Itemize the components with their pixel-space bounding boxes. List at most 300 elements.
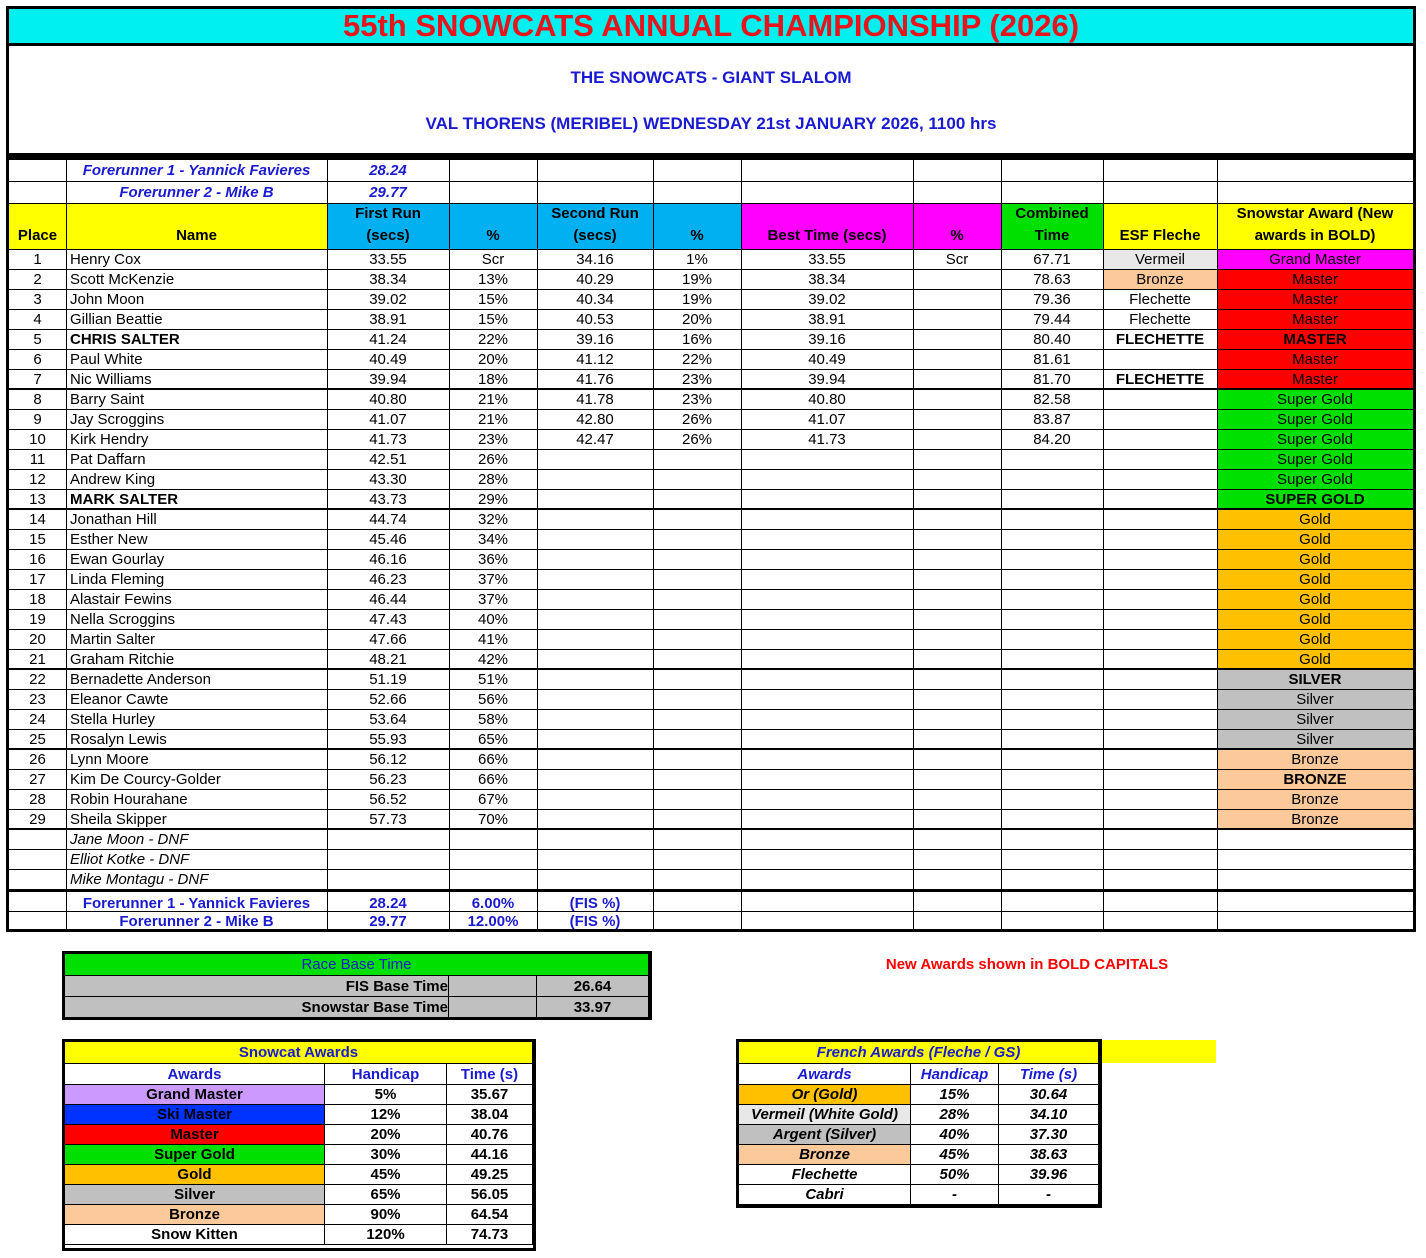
place-cell: 8: [33, 390, 42, 408]
award-cell: Super Gold: [1217, 450, 1413, 469]
best-time-cell: [741, 809, 913, 829]
row-divider: [9, 769, 1413, 770]
combined-time-cell: 84.20: [1033, 430, 1071, 448]
first-pct-cell: 20%: [477, 350, 509, 368]
header-combined-time-text: Combined: [1015, 205, 1089, 222]
base-time-title: Race Base Time: [65, 954, 649, 976]
award-cell: Super Gold: [1217, 410, 1413, 429]
place-cell: 1: [33, 250, 42, 268]
group-divider: [9, 508, 1413, 510]
second-pct-cell: [653, 669, 741, 689]
first-pct-cell: 13%: [477, 270, 509, 288]
combined-time-cell: [1001, 809, 1103, 829]
dnf-name: Elliot Kotke - DNF: [70, 850, 190, 868]
best-pct-cell: [913, 329, 1001, 349]
second-run-cell: [537, 789, 653, 809]
row-divider: [9, 159, 1413, 160]
snowcat-handicap: 65%: [325, 1185, 447, 1205]
first-run-cell: 48.21: [369, 650, 407, 668]
second-run-cell: 40.34: [576, 290, 614, 308]
best-time-cell: [741, 709, 913, 729]
esf-fleche-cell: [1103, 389, 1217, 409]
row-divider: [9, 849, 1413, 850]
first-pct-cell: 70%: [477, 810, 509, 828]
header-best-pct: [913, 203, 1001, 249]
header-combined-time: [1001, 203, 1103, 249]
first-run-cell: 44.74: [369, 510, 407, 528]
column-divider: [653, 159, 654, 929]
first-pct-cell: 23%: [477, 430, 509, 448]
place-cell: 4: [33, 310, 42, 328]
second-run-cell: 41.76: [576, 370, 614, 388]
base-time-value: 33.97: [537, 997, 649, 1018]
esf-fleche-cell: [1103, 729, 1217, 749]
row-divider: [9, 569, 1413, 570]
esf-fleche-cell: Flechette: [1129, 310, 1191, 328]
snowcat-time: 38.04: [447, 1105, 533, 1125]
best-time-cell: [741, 589, 913, 609]
row-divider: [9, 629, 1413, 630]
second-run-cell: [537, 589, 653, 609]
first-run-cell: 45.46: [369, 530, 407, 548]
first-pct-cell: 42%: [477, 650, 509, 668]
first-pct-cell: 67%: [477, 790, 509, 808]
place-cell: 14: [29, 510, 46, 528]
esf-fleche-cell: [1103, 489, 1217, 509]
snowcat-handicap: 120%: [325, 1225, 447, 1245]
snowcat-awards-title: Snowcat Awards: [65, 1042, 533, 1064]
place-cell: 25: [29, 730, 46, 748]
place-cell: 15: [29, 530, 46, 548]
row-divider: [9, 369, 1413, 370]
best-pct-cell: Scr: [945, 250, 969, 268]
row-divider: [9, 269, 1413, 270]
name-cell: Henry Cox: [70, 250, 141, 268]
snowcat-award-name: Bronze: [65, 1205, 325, 1225]
combined-time-cell: 81.70: [1033, 370, 1071, 388]
column-divider: [537, 159, 538, 929]
row-divider: [9, 729, 1413, 730]
award-cell: Master: [1217, 350, 1413, 369]
award-cell: Gold: [1217, 510, 1413, 529]
combined-time-cell: 79.36: [1033, 290, 1071, 308]
french-handicap: 40%: [911, 1125, 999, 1145]
second-run-cell: [537, 609, 653, 629]
name-cell: Scott McKenzie: [70, 270, 175, 288]
first-pct-cell: 15%: [477, 310, 509, 328]
group-divider: [9, 748, 1413, 750]
second-pct-cell: 23%: [681, 390, 713, 408]
award-cell: Master: [1217, 370, 1413, 389]
esf-fleche-cell: [1103, 709, 1217, 729]
award-cell: Master: [1217, 310, 1413, 329]
first-run-cell: 43.30: [369, 470, 407, 488]
header-best-time-text: Best Time (secs): [767, 227, 887, 244]
name-cell: Nella Scroggins: [70, 610, 176, 628]
place-cell: 17: [29, 570, 46, 588]
esf-fleche-cell: FLECHETTE: [1115, 330, 1205, 348]
best-time-cell: 38.91: [808, 310, 846, 328]
forerunner-name: Forerunner 1 - Yannick Favieres: [82, 161, 311, 179]
place-cell: 19: [29, 610, 46, 628]
award-cell: Silver: [1217, 690, 1413, 709]
race-base-time-table: [62, 951, 652, 1020]
first-run-cell: 42.51: [369, 450, 407, 468]
snowcat-award-name: Snow Kitten: [65, 1225, 325, 1245]
second-pct-cell: [653, 449, 741, 469]
snowcat-header: Awards: [65, 1064, 325, 1085]
first-run-cell: 56.12: [369, 750, 407, 768]
best-time-cell: 40.80: [808, 390, 846, 408]
second-run-cell: 41.12: [576, 350, 614, 368]
combined-time-cell: [1001, 789, 1103, 809]
forerunner-time: 28.24: [369, 894, 407, 912]
second-pct-cell: 26%: [681, 430, 713, 448]
second-run-cell: [537, 749, 653, 769]
second-run-cell: [537, 709, 653, 729]
first-run-cell: 57.73: [369, 810, 407, 828]
award-cell: Master: [1217, 290, 1413, 309]
second-run-cell: [537, 469, 653, 489]
combined-time-cell: 79.44: [1033, 310, 1071, 328]
row-divider: [9, 249, 1413, 250]
second-run-cell: [537, 669, 653, 689]
best-pct-cell: [913, 589, 1001, 609]
second-pct-cell: 19%: [681, 270, 713, 288]
esf-fleche-cell: [1103, 589, 1217, 609]
second-pct-cell: [653, 529, 741, 549]
forerunner-name: Forerunner 1 - Yannick Favieres: [82, 894, 311, 912]
esf-fleche-cell: Vermeil: [1103, 249, 1217, 269]
french-award-name: Cabri: [739, 1185, 911, 1205]
french-handicap: 15%: [911, 1085, 999, 1105]
combined-time-cell: [1001, 689, 1103, 709]
french-award-name: Or (Gold): [739, 1085, 911, 1105]
row-divider: [9, 649, 1413, 650]
row-divider: [9, 689, 1413, 690]
first-pct-cell: 32%: [477, 510, 509, 528]
row-divider: [9, 549, 1413, 550]
best-time-cell: [741, 469, 913, 489]
award-cell: Gold: [1217, 550, 1413, 569]
header-esf-fleche-text: ESF Fleche: [1119, 227, 1201, 244]
first-run-cell: 53.64: [369, 710, 407, 728]
first-pct-cell: 21%: [477, 410, 509, 428]
row-divider: [9, 469, 1413, 470]
event-name: THE SNOWCATS - GIANT SLALOM: [570, 68, 852, 87]
place-cell: 6: [33, 350, 42, 368]
first-run-cell: 56.52: [369, 790, 407, 808]
best-pct-cell: [913, 289, 1001, 309]
header-snowstar-award-text: awards in BOLD): [1254, 227, 1376, 244]
event-venue: VAL THORENS (MERIBEL) WEDNESDAY 21st JANUARY 2026, 1100 hrs: [425, 114, 997, 133]
award-cell: SILVER: [1217, 670, 1413, 689]
forerunner-pct: 12.00%: [467, 912, 519, 930]
best-time-cell: [741, 509, 913, 529]
combined-time-cell: [1001, 709, 1103, 729]
snowcat-handicap: 20%: [325, 1125, 447, 1145]
name-cell: Gillian Beattie: [70, 310, 163, 328]
header-second-pct: [653, 203, 741, 249]
second-pct-cell: [653, 609, 741, 629]
esf-fleche-cell: [1103, 669, 1217, 689]
first-pct-cell: 37%: [477, 570, 509, 588]
snowcat-awards-table: [62, 1039, 536, 1251]
best-pct-cell: [913, 529, 1001, 549]
name-cell: Esther New: [70, 530, 148, 548]
esf-fleche-cell: Flechette: [1129, 290, 1191, 308]
place-cell: 10: [29, 430, 46, 448]
name-cell: Linda Fleming: [70, 570, 165, 588]
name-cell: Jonathan Hill: [70, 510, 157, 528]
second-run-cell: 40.53: [576, 310, 614, 328]
esf-fleche-cell: [1103, 689, 1217, 709]
event-header: [6, 46, 1416, 156]
best-time-cell: [741, 569, 913, 589]
second-pct-cell: 20%: [681, 310, 713, 328]
first-pct-cell: 34%: [477, 530, 509, 548]
french-header: Handicap: [911, 1064, 999, 1085]
header-esf-fleche: [1103, 203, 1217, 249]
place-cell: 11: [29, 450, 46, 468]
name-cell: John Moon: [70, 290, 145, 308]
first-pct-cell: 15%: [477, 290, 509, 308]
french-award-name: Bronze: [739, 1145, 911, 1165]
award-cell: SUPER GOLD: [1217, 490, 1413, 509]
best-pct-cell: [913, 409, 1001, 429]
best-pct-cell: [913, 469, 1001, 489]
second-pct-cell: [653, 589, 741, 609]
row-divider: [9, 789, 1413, 790]
best-pct-cell: [913, 809, 1001, 829]
place-cell: 7: [33, 370, 42, 388]
esf-fleche-cell: [1103, 809, 1217, 829]
combined-time-cell: 67.71: [1033, 250, 1071, 268]
second-run-cell: [537, 629, 653, 649]
combined-time-cell: 80.40: [1033, 330, 1071, 348]
second-pct-cell: [653, 749, 741, 769]
name-cell: Martin Salter: [70, 630, 156, 648]
column-divider: [449, 159, 450, 929]
combined-time-cell: [1001, 449, 1103, 469]
first-pct-cell: 66%: [477, 770, 509, 788]
snowcat-award-name: Grand Master: [65, 1085, 325, 1105]
combined-time-cell: 83.87: [1033, 410, 1071, 428]
first-run-cell: 40.49: [369, 350, 407, 368]
name-cell: Rosalyn Lewis: [70, 730, 167, 748]
base-time-value: 26.64: [537, 976, 649, 997]
name-cell: Eleanor Cawte: [70, 690, 169, 708]
best-pct-cell: [913, 269, 1001, 289]
name-cell: Andrew King: [70, 470, 156, 488]
first-pct-cell: 58%: [477, 710, 509, 728]
first-pct-cell: 56%: [477, 690, 509, 708]
place-cell: 20: [29, 630, 46, 648]
second-run-cell: [537, 549, 653, 569]
award-cell: Gold: [1217, 570, 1413, 589]
name-cell: MARK SALTER: [70, 490, 179, 508]
place-cell: 28: [29, 790, 46, 808]
row-divider: [9, 429, 1413, 430]
esf-fleche-cell: [1103, 749, 1217, 769]
best-time-cell: [741, 649, 913, 669]
esf-fleche-cell: [1103, 609, 1217, 629]
best-pct-cell: [913, 429, 1001, 449]
best-pct-cell: [913, 449, 1001, 469]
first-run-cell: 40.80: [369, 390, 407, 408]
best-pct-cell: [913, 509, 1001, 529]
combined-time-cell: [1001, 769, 1103, 789]
combined-time-cell: [1001, 569, 1103, 589]
second-run-cell: [537, 509, 653, 529]
combined-time-cell: [1001, 549, 1103, 569]
best-time-cell: [741, 789, 913, 809]
best-time-cell: 40.49: [808, 350, 846, 368]
second-pct-cell: [653, 649, 741, 669]
best-time-cell: [741, 529, 913, 549]
name-cell: Nic Williams: [70, 370, 152, 388]
first-run-cell: 41.07: [369, 410, 407, 428]
name-cell: CHRIS SALTER: [70, 330, 180, 348]
award-cell: Gold: [1217, 650, 1413, 669]
forerunner-time: 29.77: [369, 183, 407, 201]
column-divider: [327, 159, 328, 929]
name-cell: Jay Scroggins: [70, 410, 165, 428]
second-pct-cell: 26%: [681, 410, 713, 428]
name-cell: Bernadette Anderson: [70, 670, 211, 688]
award-cell: Super Gold: [1217, 390, 1413, 409]
best-time-cell: [741, 629, 913, 649]
best-time-cell: 41.07: [808, 410, 846, 428]
second-pct-cell: 1%: [686, 250, 708, 268]
best-time-cell: 39.02: [808, 290, 846, 308]
place-cell: 9: [33, 410, 42, 428]
best-time-cell: 38.34: [808, 270, 846, 288]
combined-time-cell: 78.63: [1033, 270, 1071, 288]
second-pct-cell: [653, 809, 741, 829]
second-run-cell: [537, 489, 653, 509]
snowcat-time: 74.73: [447, 1225, 533, 1245]
best-pct-cell: [913, 769, 1001, 789]
first-run-cell: 46.16: [369, 550, 407, 568]
forerunner-name: Forerunner 2 - Mike B: [119, 183, 274, 201]
snowcat-award-name: Gold: [65, 1165, 325, 1185]
header-snowstar-award-text: Snowstar Award (New: [1236, 205, 1394, 222]
header-place-text: Place: [17, 227, 58, 244]
name-cell: Kim De Courcy-Golder: [70, 770, 221, 788]
combined-time-cell: [1001, 489, 1103, 509]
best-time-cell: 39.16: [808, 330, 846, 348]
award-cell: BRONZE: [1217, 770, 1413, 789]
first-pct-cell: Scr: [481, 250, 505, 268]
group-divider: [9, 828, 1413, 830]
row-divider: [9, 489, 1413, 490]
french-awards-title: French Awards (Fleche / GS): [739, 1042, 1099, 1064]
combined-time-cell: [1001, 509, 1103, 529]
snowcat-award-name: Super Gold: [65, 1145, 325, 1165]
french-awards-table: [736, 1039, 1102, 1208]
second-run-cell: [537, 649, 653, 669]
esf-fleche-cell: [1103, 529, 1217, 549]
award-cell: Gold: [1217, 590, 1413, 609]
name-cell: Graham Ritchie: [70, 650, 175, 668]
first-run-cell: 51.19: [369, 670, 407, 688]
best-pct-cell: [913, 749, 1001, 769]
base-time-spacer: [449, 997, 537, 1018]
second-pct-cell: 22%: [681, 350, 713, 368]
name-cell: Lynn Moore: [70, 750, 149, 768]
best-pct-cell: [913, 789, 1001, 809]
combined-time-cell: [1001, 629, 1103, 649]
award-cell: MASTER: [1217, 330, 1413, 349]
first-run-cell: 47.43: [369, 610, 407, 628]
row-divider: [9, 309, 1413, 310]
second-run-cell: 41.78: [576, 390, 614, 408]
combined-time-cell: [1001, 469, 1103, 489]
row-divider: [9, 911, 1413, 912]
esf-fleche-cell: [1103, 629, 1217, 649]
forerunner-time: 29.77: [369, 912, 407, 930]
snowcat-award-name: Master: [65, 1125, 325, 1145]
first-pct-cell: 66%: [477, 750, 509, 768]
esf-fleche-cell: [1103, 549, 1217, 569]
best-pct-cell: [913, 649, 1001, 669]
best-pct-cell: [913, 689, 1001, 709]
second-pct-cell: [653, 789, 741, 809]
column-divider: [1103, 159, 1104, 929]
header-second-run-text: Second Run: [551, 205, 639, 222]
esf-fleche-cell: [1103, 769, 1217, 789]
best-time-cell: [741, 689, 913, 709]
place-cell: 27: [29, 770, 46, 788]
first-pct-cell: 40%: [477, 610, 509, 628]
award-cell: Gold: [1217, 530, 1413, 549]
french-time: -: [999, 1185, 1099, 1205]
column-divider: [913, 159, 914, 929]
first-run-cell: 46.23: [369, 570, 407, 588]
first-pct-cell: 41%: [477, 630, 509, 648]
snowcat-time: 40.76: [447, 1125, 533, 1145]
row-divider: [9, 709, 1413, 710]
second-run-cell: 42.80: [576, 410, 614, 428]
place-cell: 2: [33, 270, 42, 288]
combined-time-cell: [1001, 589, 1103, 609]
header-second-run-text: (secs): [573, 227, 617, 244]
esf-fleche-cell: [1103, 469, 1217, 489]
name-cell: Ewan Gourlay: [70, 550, 165, 568]
combined-time-cell: [1001, 749, 1103, 769]
best-time-cell: 41.73: [808, 430, 846, 448]
place-cell: 24: [29, 710, 46, 728]
french-award-name: Flechette: [739, 1165, 911, 1185]
header-first-run-text: (secs): [366, 227, 410, 244]
header-snowstar-award: [1217, 203, 1413, 249]
column-divider: [741, 159, 742, 929]
second-run-cell: [537, 529, 653, 549]
name-cell: Robin Hourahane: [70, 790, 188, 808]
row-divider: [9, 869, 1413, 870]
second-pct-cell: 16%: [681, 330, 713, 348]
row-divider: [9, 329, 1413, 330]
place-cell: 13: [29, 490, 46, 508]
best-pct-cell: [913, 669, 1001, 689]
best-pct-cell: [913, 309, 1001, 329]
esf-fleche-cell: [1103, 429, 1217, 449]
esf-fleche-cell: [1103, 649, 1217, 669]
esf-fleche-cell: [1103, 509, 1217, 529]
snowcat-handicap: 5%: [325, 1085, 447, 1105]
first-pct-cell: 51%: [477, 670, 509, 688]
